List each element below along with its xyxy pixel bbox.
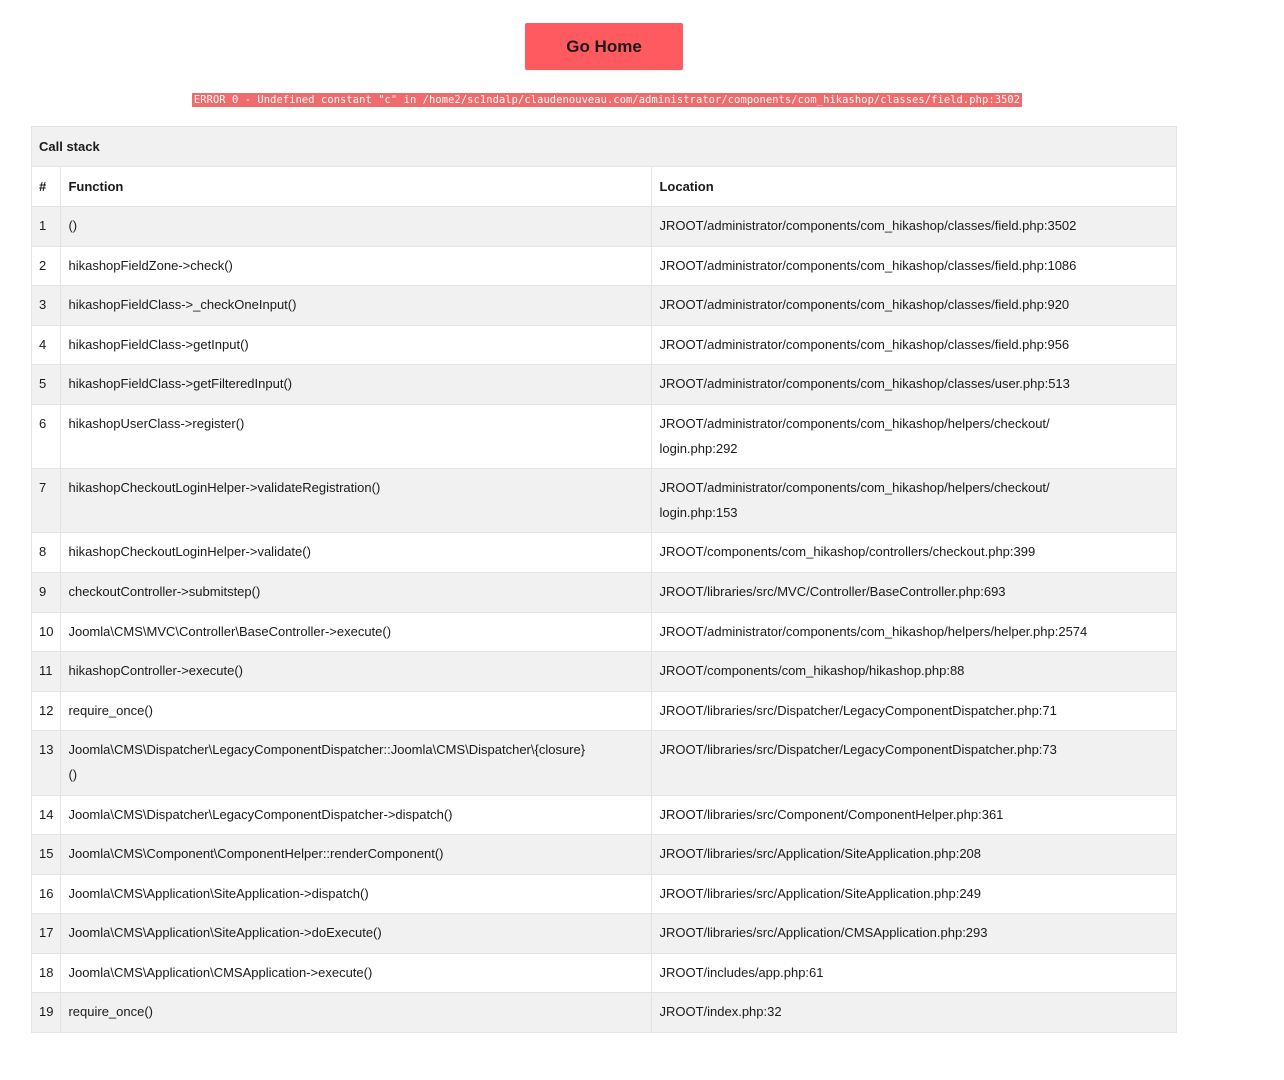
- row-location: JROOT/libraries/src/Application/CMSApplication.php:293: [652, 914, 1177, 954]
- row-function: (): [61, 207, 652, 247]
- call-stack-rows: [32, 207, 1177, 1033]
- row-location: JROOT/administrator/components/com_hikashop/helpers/helper.php:2574: [652, 612, 1177, 652]
- row-location: JROOT/libraries/src/MVC/Controller/BaseController.php:693: [652, 572, 1177, 612]
- row-function: Joomla\CMS\Application\SiteApplication->dispatch(): [61, 874, 652, 914]
- row-number: 4: [32, 325, 61, 365]
- table-row: [32, 612, 1177, 652]
- row-location: JROOT/libraries/src/Application/SiteApplication.php:208: [652, 835, 1177, 875]
- table-row: [32, 325, 1177, 365]
- table-row: [32, 207, 1177, 247]
- table-row: [32, 914, 1177, 954]
- go-home-button[interactable]: Go Home: [525, 23, 683, 70]
- row-number: 18: [32, 953, 61, 993]
- row-location: JROOT/administrator/components/com_hikashop/classes/field.php:956: [652, 325, 1177, 365]
- row-number: 6: [32, 404, 61, 468]
- row-location: JROOT/includes/app.php:61: [652, 953, 1177, 993]
- row-number: 2: [32, 246, 61, 286]
- row-function: Joomla\CMS\Application\SiteApplication->doExecute(): [61, 914, 652, 954]
- table-row: [32, 993, 1177, 1033]
- row-number: 19: [32, 993, 61, 1033]
- row-function: hikashopCheckoutLoginHelper->validate(): [61, 533, 652, 573]
- error-message-row: [0, 92, 1214, 107]
- error-message: ERROR 0 - Undefined constant "c" in /home2/sc1ndalp/claudenouveau.com/administrator/components/com_hikashop/classes/field.php:3502: [193, 94, 1021, 106]
- row-location: JROOT/index.php:32: [652, 993, 1177, 1033]
- row-number: 1: [32, 207, 61, 247]
- row-number: 14: [32, 795, 61, 835]
- table-row: [32, 835, 1177, 875]
- row-number: 8: [32, 533, 61, 573]
- row-function: require_once(): [61, 691, 652, 731]
- row-number: 10: [32, 612, 61, 652]
- row-function: require_once(): [61, 993, 652, 1033]
- row-location: JROOT/components/com_hikashop/hikashop.php:88: [652, 652, 1177, 692]
- row-number: 17: [32, 914, 61, 954]
- row-location: JROOT/administrator/components/com_hikashop/classes/field.php:1086: [652, 246, 1177, 286]
- row-location: JROOT/libraries/src/Dispatcher/LegacyComponentDispatcher.php:71: [652, 691, 1177, 731]
- row-number: 11: [32, 652, 61, 692]
- row-number: 9: [32, 572, 61, 612]
- table-row: [32, 874, 1177, 914]
- row-location: JROOT/administrator/components/com_hikashop/classes/field.php:920: [652, 286, 1177, 326]
- row-number: 15: [32, 835, 61, 875]
- table-row: [32, 731, 1177, 795]
- row-function: hikashopFieldZone->check(): [61, 246, 652, 286]
- row-number: 13: [32, 731, 61, 795]
- row-number: 3: [32, 286, 61, 326]
- column-header-function: Function: [61, 167, 652, 207]
- row-location: JROOT/libraries/src/Dispatcher/LegacyComponentDispatcher.php:73: [652, 731, 1177, 795]
- table-row: [32, 953, 1177, 993]
- table-row: [32, 652, 1177, 692]
- table-row: [32, 691, 1177, 731]
- row-function: Joomla\CMS\Dispatcher\LegacyComponentDispatcher::Joomla\CMS\Dispatcher\{closure} (): [61, 731, 652, 795]
- row-function: Joomla\CMS\MVC\Controller\BaseController->execute(): [61, 612, 652, 652]
- column-header-location: Location: [652, 167, 1177, 207]
- row-location: JROOT/administrator/components/com_hikashop/helpers/checkout/ login.php:292: [652, 404, 1177, 468]
- table-row: [32, 795, 1177, 835]
- table-row: [32, 246, 1177, 286]
- row-number: 16: [32, 874, 61, 914]
- column-header-number: #: [32, 167, 61, 207]
- row-location: JROOT/administrator/components/com_hikashop/helpers/checkout/ login.php:153: [652, 469, 1177, 533]
- row-function: hikashopFieldClass->_checkOneInput(): [61, 286, 652, 326]
- row-function: Joomla\CMS\Application\CMSApplication->execute(): [61, 953, 652, 993]
- row-function: Joomla\CMS\Dispatcher\LegacyComponentDispatcher->dispatch(): [61, 795, 652, 835]
- row-location: JROOT/libraries/src/Component/ComponentHelper.php:361: [652, 795, 1177, 835]
- row-function: checkoutController->submitstep(): [61, 572, 652, 612]
- table-row: [32, 572, 1177, 612]
- table-row: [32, 404, 1177, 468]
- row-function: Joomla\CMS\Component\ComponentHelper::renderComponent(): [61, 835, 652, 875]
- table-row: [32, 469, 1177, 533]
- row-function: hikashopController->execute(): [61, 652, 652, 692]
- row-location: JROOT/components/com_hikashop/controllers/checkout.php:399: [652, 533, 1177, 573]
- call-stack-table: [31, 126, 1177, 1033]
- table-row: [32, 286, 1177, 326]
- row-number: 5: [32, 365, 61, 405]
- table-row: [32, 533, 1177, 573]
- row-function: hikashopFieldClass->getInput(): [61, 325, 652, 365]
- row-function: hikashopUserClass->register(): [61, 404, 652, 468]
- table-row: [32, 365, 1177, 405]
- row-function: hikashopCheckoutLoginHelper->validateRegistration(): [61, 469, 652, 533]
- row-location: JROOT/administrator/components/com_hikashop/classes/user.php:513: [652, 365, 1177, 405]
- call-stack-caption: Call stack: [32, 127, 1177, 167]
- row-location: JROOT/libraries/src/Application/SiteApplication.php:249: [652, 874, 1177, 914]
- row-function: hikashopFieldClass->getFilteredInput(): [61, 365, 652, 405]
- row-number: 12: [32, 691, 61, 731]
- row-location: JROOT/administrator/components/com_hikashop/classes/field.php:3502: [652, 207, 1177, 247]
- row-number: 7: [32, 469, 61, 533]
